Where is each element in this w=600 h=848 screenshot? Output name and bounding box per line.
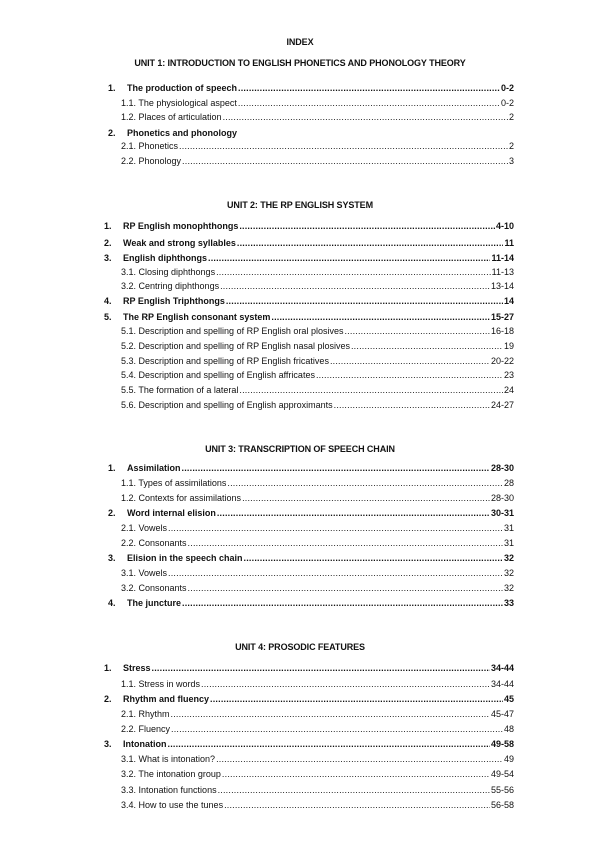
entry-label: 2.1. Vowels [121,523,168,533]
entry-page: 49-58 [490,739,514,749]
entry-page: 16-18 [490,326,514,336]
entry-page: 32 [503,583,514,593]
toc-section-entry[interactable] [108,508,514,519]
entry-label: 3.4. How to use the tunes [121,800,224,810]
toc-section-entry[interactable] [108,128,514,139]
toc-subsection-entry[interactable] [121,754,514,765]
entry-label: RP English Triphthongs [123,296,225,306]
dot-leader [220,281,490,292]
entry-number: 3. [104,253,112,263]
dot-leader [244,553,503,564]
entry-label: 5.1. Description and spelling of RP English oral plosives [121,326,344,336]
entry-page: 13-14 [490,281,514,291]
toc-subsection-entry[interactable] [121,112,514,123]
entry-label: 5.4. Description and spelling of English affricates [121,370,315,380]
entry-page: 2 [508,112,514,122]
entry-label: 2.1. Phonetics [121,141,179,151]
toc-subsection-entry[interactable] [121,267,514,278]
entry-label: 2.2. Fluency [121,724,171,734]
dot-leader [227,478,503,489]
entry-label: The RP English consonant system [123,312,271,322]
entry-label: 1.2. Places of articulation [121,112,222,122]
toc-section-entry[interactable] [108,553,514,564]
dot-leader [168,739,490,750]
dot-leader [218,785,490,796]
entry-page: 11-13 [491,267,514,277]
dot-leader [222,769,490,780]
entry-page: 24 [503,385,514,395]
entry-label: RP English monophthongs [123,221,239,231]
entry-label: Word internal elision [127,508,216,518]
entry-label: The juncture [127,598,182,608]
entry-label: 3.2. The intonation group [121,769,221,779]
entry-number: 2. [108,508,116,518]
dot-leader [201,679,490,690]
entry-label: 2.1. Rhythm [121,709,170,719]
dot-leader [182,156,508,167]
dot-leader [168,523,503,534]
entry-number: 3. [104,739,112,749]
entry-page: 33 [503,598,514,608]
entry-number: 1. [108,463,116,473]
entry-page: 32 [503,568,514,578]
entry-number: 2. [104,694,112,704]
entry-page: 28-30 [490,493,514,503]
unit-title: UNIT 3: TRANSCRIPTION OF SPEECH CHAIN [205,444,395,454]
entry-page: 56-58 [490,800,514,810]
entry-page: 14 [503,296,514,306]
unit-title: UNIT 1: INTRODUCTION TO ENGLISH PHONETICS AND PHONOLOGY THEORY [134,58,466,68]
entry-label: Phonetics and phonology [127,128,237,138]
entry-page: 55-56 [490,785,514,795]
toc-section-entry[interactable] [108,83,514,94]
dot-leader [330,356,490,367]
entry-page: 30-31 [490,508,514,518]
toc-subsection-entry[interactable] [121,341,514,352]
dot-leader [223,112,508,123]
dot-leader [344,326,490,337]
entry-page: 31 [503,538,514,548]
toc-subsection-entry[interactable] [121,400,514,411]
toc-section-entry[interactable] [104,221,514,232]
dot-leader [242,493,490,504]
dot-leader [226,296,503,307]
toc-subsection-entry[interactable] [121,538,514,549]
entry-label: Weak and strong syllables [123,238,236,248]
toc-subsection-entry[interactable] [121,356,514,367]
entry-label: Stress [123,663,151,673]
entry-label: 3.2. Consonants [121,583,187,593]
entry-page: 32 [503,553,514,563]
entry-label: 5.3. Description and spelling of RP English fricatives [121,356,329,366]
toc-subsection-entry[interactable] [121,281,514,292]
dot-leader [238,83,500,94]
entry-page: 0-2 [500,83,514,93]
entry-label: 1.1. The physiological aspect [121,98,237,108]
toc-subsection-entry[interactable] [121,679,514,690]
dot-leader [168,568,503,579]
entry-number: 4. [104,296,112,306]
dot-leader [334,400,490,411]
toc-section-entry[interactable] [104,296,514,307]
dot-leader [237,238,504,249]
entry-page: 34-44 [490,663,514,673]
dot-leader [316,370,503,381]
entry-page: 4-10 [495,221,514,231]
dot-leader [188,538,503,549]
toc-subsection-entry[interactable] [121,769,514,780]
dot-leader [179,141,508,152]
dot-leader [182,598,503,609]
toc-section-entry[interactable] [104,312,514,323]
entry-page: 28-30 [490,463,514,473]
toc-subsection-entry[interactable] [121,785,514,796]
entry-number: 5. [104,312,112,322]
entry-page: 28 [503,478,514,488]
entry-label: Elision in the speech chain [127,553,243,563]
unit-title: UNIT 4: PROSODIC FEATURES [235,642,365,652]
dot-leader [217,508,490,519]
toc-subsection-entry[interactable] [121,326,514,337]
entry-page: 2 [508,141,514,151]
toc-subsection-entry[interactable] [121,98,514,109]
dot-leader [224,800,490,811]
dot-leader [239,385,503,396]
entry-label: 3.2. Centring diphthongs [121,281,220,291]
entry-page: 49 [503,754,514,764]
entry-label: 1.2. Contexts for assimilations [121,493,242,503]
entry-label: Assimilation [127,463,181,473]
entry-label: English diphthongs [123,253,207,263]
entry-number: 1. [108,83,116,93]
toc-section-entry[interactable] [108,598,514,609]
entry-page: 45 [503,694,514,704]
entry-page: 3 [508,156,514,166]
entry-page: 45-47 [490,709,514,719]
entry-label: 2.2. Consonants [121,538,187,548]
toc-subsection-entry[interactable] [121,370,514,381]
dot-leader [210,694,503,705]
entry-page: 11 [504,238,514,248]
entry-label: 5.6. Description and spelling of English approximants [121,400,333,410]
entry-number: 2. [104,238,112,248]
toc-subsection-entry[interactable] [121,493,514,504]
unit-title: UNIT 2: THE RP ENGLISH SYSTEM [227,200,373,210]
toc-subsection-entry[interactable] [121,141,514,152]
toc-subsection-entry[interactable] [121,568,514,579]
toc-subsection-entry[interactable] [121,709,514,720]
toc-subsection-entry[interactable] [121,478,514,489]
entry-label: Rhythm and fluency [123,694,210,704]
dot-leader [152,663,490,674]
dot-leader [271,312,490,323]
entry-page: 19 [503,341,514,351]
entry-label: 3.1. Closing diphthongs [121,267,216,277]
toc-subsection-entry[interactable] [121,583,514,594]
toc-subsection-entry[interactable] [121,385,514,396]
entry-label: 5.2. Description and spelling of RP English nasal plosives [121,341,350,351]
entry-page: 11-14 [491,253,514,263]
entry-label: 3.3. Intonation functions [121,785,217,795]
toc-subsection-entry[interactable] [121,800,514,811]
entry-label: 3.1. Vowels [121,568,168,578]
entry-number: 2. [108,128,116,138]
entry-number: 1. [104,663,112,673]
dot-leader [188,583,503,594]
index-title: INDEX [286,37,314,47]
entry-page: 31 [503,523,514,533]
entry-number: 4. [108,598,116,608]
entry-label: Intonation [123,739,167,749]
entry-label: 3.1. What is intonation? [121,754,216,764]
toc-subsection-entry[interactable] [121,724,514,735]
entry-page: 0-2 [500,98,514,108]
entry-label: 5.5. The formation of a lateral [121,385,239,395]
entry-label: 1.1. Types of assimilations [121,478,227,488]
dot-leader [351,341,503,352]
dot-leader [171,709,490,720]
toc-subsection-entry[interactable] [121,523,514,534]
entry-page: 23 [503,370,514,380]
dot-leader [239,221,495,232]
entry-label: The production of speech [127,83,238,93]
dot-leader [182,463,490,474]
entry-page: 34-44 [490,679,514,689]
entry-label: 2.2. Phonology [121,156,182,166]
dot-leader [171,724,503,735]
dot-leader [238,98,500,109]
entry-page: 49-54 [490,769,514,779]
toc-subsection-entry[interactable] [121,156,514,167]
entry-label: 1.1. Stress in words [121,679,201,689]
dot-leader [216,267,491,278]
entry-page: 24-27 [490,400,514,410]
entry-number: 3. [108,553,116,563]
dot-leader [208,253,490,264]
entry-number: 1. [104,221,112,231]
entry-page: 20-22 [490,356,514,366]
entry-page: 15-27 [490,312,514,322]
toc-section-entry[interactable] [104,253,514,264]
toc-section-entry[interactable] [104,663,514,674]
toc-section-entry[interactable] [104,739,514,750]
toc-section-entry[interactable] [104,238,514,249]
toc-section-entry[interactable] [108,463,514,474]
toc-section-entry[interactable] [104,694,514,705]
entry-page: 48 [503,724,514,734]
dot-leader [216,754,503,765]
